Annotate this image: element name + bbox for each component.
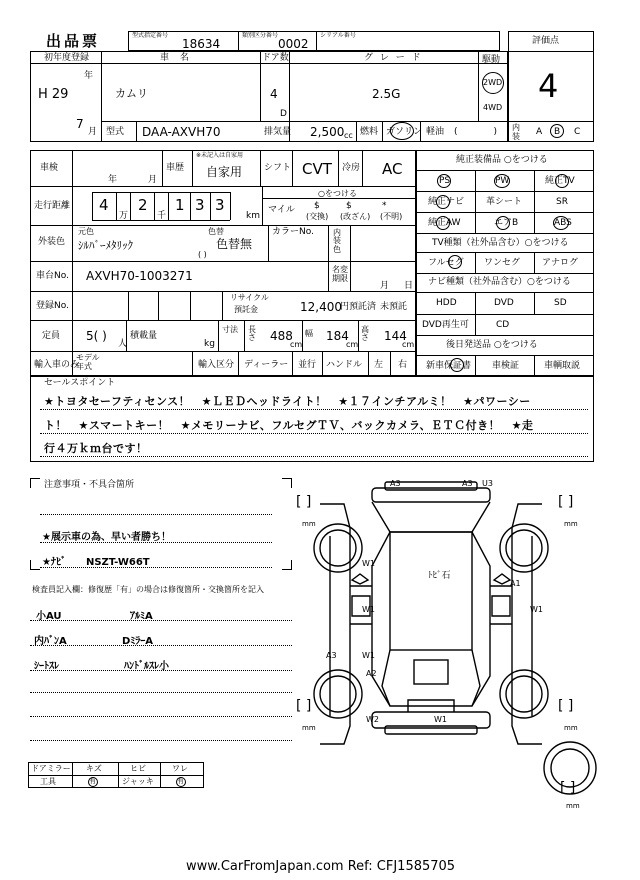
mileage-digit-2: 2 (138, 196, 148, 214)
equip-leather-seat: 革シート (486, 197, 523, 207)
svg-text:mm: mm (564, 520, 578, 528)
damage-a3-front-left: A3 (390, 479, 401, 488)
nav-cd: CD (496, 320, 510, 330)
mileage-digit-3: 1 (175, 196, 185, 214)
model-value: DAA-AXVH70 (142, 125, 221, 139)
fuel-value: ガソリン (386, 127, 423, 137)
svg-text:[ ]: [ ] (560, 780, 576, 796)
car-name-value: カムリ (115, 87, 148, 100)
damage-stone-chip: ﾄﾋﾞ石 (428, 571, 451, 581)
damage-a2: A2 (366, 669, 377, 678)
damage-a3-left: A3 (326, 651, 337, 660)
original-color-value: ｼﾙﾊﾞｰﾒﾀﾘｯｸ (78, 239, 133, 252)
equip-genuine-nav: 純正ナビ (428, 197, 465, 207)
svg-text:[ ]: [ ] (558, 698, 574, 714)
mileage-digit-4: 3 (195, 196, 205, 214)
grade-value: 2.5G (372, 87, 401, 101)
length-value: 488 (270, 329, 293, 343)
damage-w1-rear: W1 (434, 715, 447, 724)
recycle-label: リサイクル (230, 293, 269, 302)
capacity-value: 5( ) (86, 329, 107, 343)
damage-a1: A1 (510, 579, 521, 588)
ac-value: AC (382, 160, 403, 178)
damage-w1-right-front: W1 (530, 605, 543, 614)
later-manual: 車輌取説 (544, 361, 581, 371)
inspector-note-3b: ﾊﾝﾄﾞﾙｽﾚ小 (124, 661, 169, 672)
later-inspection-cert: 車検証 (492, 361, 520, 371)
svg-text:mm: mm (566, 802, 580, 810)
equip-abs: ABS (554, 218, 572, 228)
first-reg-month: 7 (76, 117, 84, 131)
grade-score-value: 4 (538, 67, 559, 105)
inspector-note-2b: DﾐﾗｰA (122, 636, 154, 647)
car-damage-diagram (290, 476, 600, 816)
nav-sd: SD (554, 298, 567, 308)
mileage-digit-1: 4 (99, 196, 109, 214)
equip-genuine-tv: 純正TV (545, 176, 575, 186)
interior-grade: B (554, 127, 561, 137)
svg-text:[ ]: [ ] (296, 698, 312, 714)
serial-label: シリアル番号 (320, 32, 356, 39)
category-value: 0002 (278, 37, 309, 51)
svg-text:mm: mm (302, 724, 316, 732)
auction-sheet: 出品票 型式指定番号 18634 類別区分番号 0002 シリアル番号 評価点 4 初年度登録 年 H 29 7 月 車 名 カムリ ドア数 4 D グ レ ー ド 2.5G 駆動 2WD 4WD 型式 DAA-AXVH70 排気量 2,500 cc 燃料 ガソリン 軽油 ( ) 内装 A B C 車検 年 月 車歴 ※未記入は自家用 自家用 シフト CVT 冷房 AC 走行距離 4 万 2 千 1 3 3 km ○をつける マイル $ (交換) $ (改ざん) * (不明) 外装色 元色 ｼﾙﾊﾞｰﾒﾀﾘｯｸ 色替 色替無 ( ) カラーNo. 内装色 車台No. AXVH70-1003271 名変期限 月 日 登録No. リサイクル 預託金 12,400 円預託済 未預託 定員 5( ) 人 積載量 kg 寸法 長さ 488 cm 幅 184 cm 高さ 144 cm 輸入車のみ モデル年式 輸入区分 ディーラー 並行 ハンドル 左 右 純正装備品 ○をつける PS PW 純正TV 純正ナビ 革シート SR 純正AW エアB ABS TV種類（社外品含む）○をつける フルセグ ワンセグ アナログ ナビ種類（社外品含む）○をつける HDD DVD SD DVD再生可 CD 後日発送品 ○をつける 新車保証書 車検証 車輌取説 セールスポイント ★トヨタセーフティセンス！ ★ＬＥＤヘッドライト！ ★１７インチアルミ！ ★パワーシー ト！ ★スマートキー！ ★メモリーナビ、フルセグＴＶ、バックカメラ、ＥＴＣ付き！ ★走 行４万ｋｍ台です！ 注意事項・不具合箇所 ★展示車の為、早い者勝ち！ ★ﾅﾋﾞ NSZT-W66T 検査員記入欄：修復歴「有」の場合は修復箇所・交換箇所を記入 小AU ｱﾙﾐA 内ﾊﾞﾝA DﾐﾗｰA ｼｰﾄｽﾚ ﾊﾝﾄﾞﾙｽﾚ小 ドアミラー キズ ヒビ ワレ 工具 有 ジャッキ 有 [ ] mm [ ] mm [ ] mm [ ] mm [ ] mm A3 A3 U3 W1 ﾄﾋﾞ石 A1 W1 W1 W1 A3 A2 W2 W1 www.CarFromJapan.com Ref: CFJ1585705 (0, 0, 640, 880)
equip-ps: PS (439, 176, 451, 186)
sheet-title: 出品票 (46, 32, 101, 50)
note-line-1: ★展示車の為、早い者勝ち！ (42, 532, 171, 543)
jack-have: 有 (177, 777, 184, 785)
sales-line-2: ト！ ★スマートキー！ ★メモリーナビ、フルセグＴＶ、バックカメラ、ＥＴＣ付き！ ★走 (44, 419, 534, 432)
grade-score-label: 評価点 (532, 36, 560, 46)
drive-4wd: 4WD (483, 103, 503, 112)
color-change-value: 色替無 (216, 237, 253, 251)
recycle-value: 12,400 (300, 300, 342, 314)
footer-watermark: www.CarFromJapan.com Ref: CFJ1585705 (186, 859, 456, 874)
inspector-note-3a: ｼｰﾄｽﾚ (34, 661, 59, 672)
tv-analog: アナログ (542, 258, 579, 268)
nav-dvd: DVD (494, 298, 514, 308)
damage-w1-windshield: W1 (362, 559, 375, 568)
sales-line-1: ★トヨタセーフティセンス！ ★ＬＥＤヘッドライト！ ★１７インチアルミ！ ★パワーシー (44, 395, 531, 408)
doors-value: 4 (270, 87, 278, 101)
equip-genuine-aw: 純正AW (428, 218, 461, 228)
tools-have: 有 (89, 777, 96, 785)
equip-pw: PW (495, 176, 510, 186)
first-reg-label: 初年度登録 (44, 53, 90, 63)
mileage-digit-5: 3 (215, 196, 225, 214)
svg-text:mm: mm (564, 724, 578, 732)
nav-hdd: HDD (436, 298, 457, 308)
svg-text:mm: mm (302, 520, 316, 528)
later-warranty: 新車保証書 (426, 361, 472, 371)
category-label: 類別区分番号 (242, 32, 279, 39)
equip-airbag: エアB (494, 218, 519, 228)
first-reg-year: H 29 (38, 87, 69, 102)
damage-w1-left-front: W1 (362, 605, 375, 614)
chassis-value: AXVH70-1003271 (86, 269, 193, 283)
inspector-note-1a: 小AU (36, 611, 62, 622)
tv-fullseg: フルセグ (428, 258, 464, 268)
tv-oneseg: ワンセグ (484, 258, 521, 268)
drive-2wd: 2WD (483, 78, 503, 87)
damage-u3: U3 (482, 479, 493, 488)
use-value: 自家用 (206, 165, 243, 179)
sales-line-3: 行４万ｋｍ台です！ (44, 442, 148, 455)
width-value: 184 (326, 329, 349, 343)
model-cert-value: 18634 (182, 37, 221, 51)
equip-sunroof: SR (556, 197, 568, 207)
svg-text:[ ]: [ ] (296, 494, 312, 510)
inspector-note-2a: 内ﾊﾞﾝA (34, 636, 67, 647)
displacement-value: 2,500 (310, 125, 345, 139)
damage-w2: W2 (366, 715, 379, 724)
nav-dvd-play: DVD再生可 (422, 320, 469, 330)
model-cert-label: 型式指定番号 (132, 32, 169, 39)
note-line-2: ★ﾅﾋﾞ NSZT-W66T (42, 557, 150, 568)
inspector-note-1b: ｱﾙﾐA (130, 611, 153, 622)
svg-text:[ ]: [ ] (558, 494, 574, 510)
damage-w1-left-rear: W1 (362, 651, 375, 660)
shift-value: CVT (302, 160, 332, 178)
damage-a3-front-right: A3 (462, 479, 473, 488)
height-value: 144 (384, 329, 407, 343)
